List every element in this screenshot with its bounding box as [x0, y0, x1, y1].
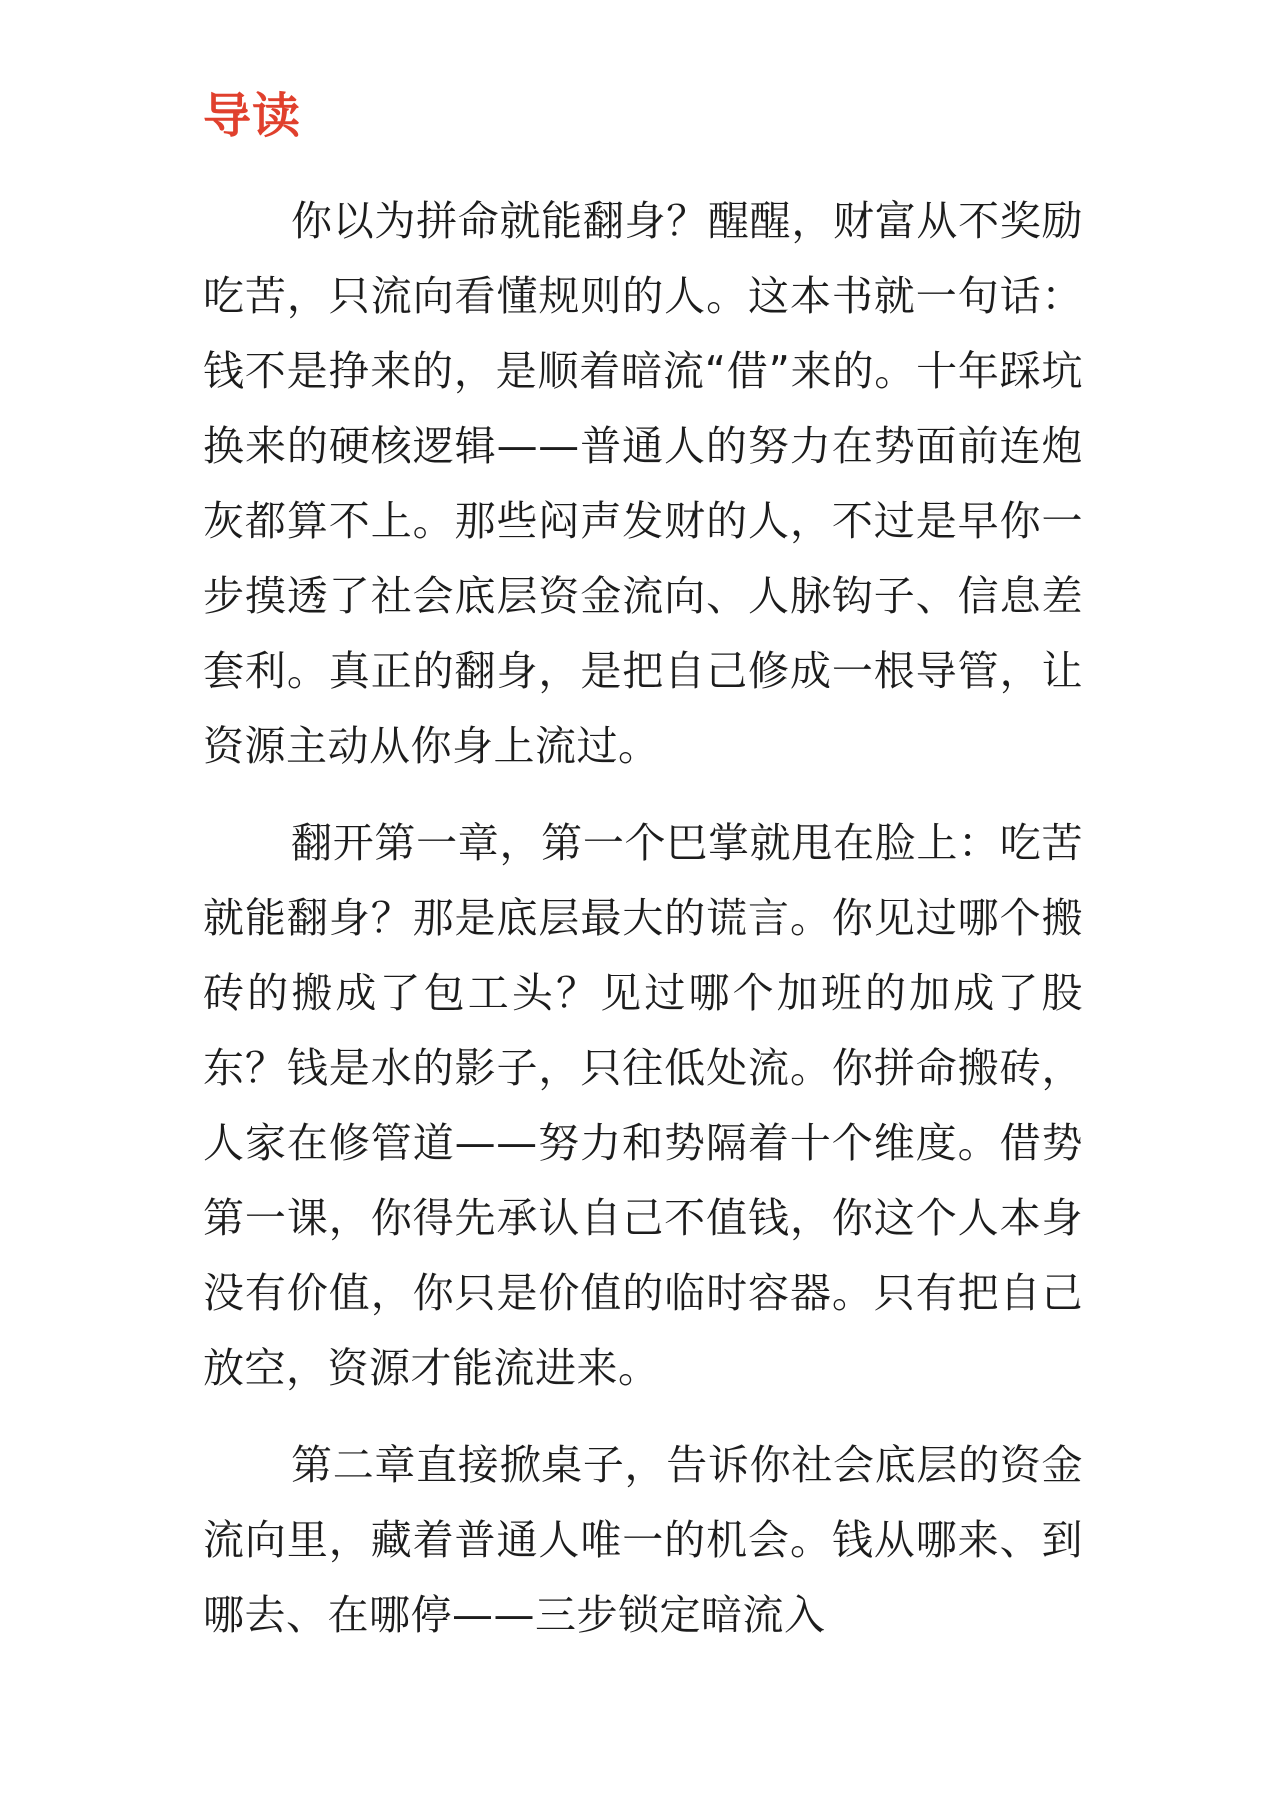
- paragraph: 翻开第一章，第一个巴掌就甩在脸上：吃苦就能翻身？那是底层最大的谎言。你见过哪个搬砖的搬成了包工头？见过哪个加班的加成了股东？钱是水的影子，只往低处流。你拼命搬砖，人家在修管道——努力和势隔着十个维度。借势第一课，你得先承认自己不值钱，你这个人本身没有价值，你只是价值的临时容器。只有把自己放空，资源才能流进来。: [203, 819, 1083, 1392]
- paragraph: 你以为拼命就能翻身？醒醒，财富从不奖励吃苦，只流向看懂规则的人。这本书就一句话：钱不是挣来的，是顺着暗流“借”来的。十年踩坑换来的硬核逻辑——普通人的努力在势面前连炮灰都算不上。那些闷声发财的人，不过是早你一步摸透了社会底层资金流向、人脉钩子、信息差套利。真正的翻身，是把自己修成一根导管，让资源主动从你身上流过。: [203, 197, 1083, 770]
- document-body: [203, 184, 1083, 1675]
- paragraph: 第二章直接掀桌子，告诉你社会底层的资金流向里，藏着普通人唯一的机会。钱从哪来、到哪去、在哪停——三步锁定暗流入: [203, 1441, 1083, 1639]
- page-title: 导读: [203, 88, 302, 144]
